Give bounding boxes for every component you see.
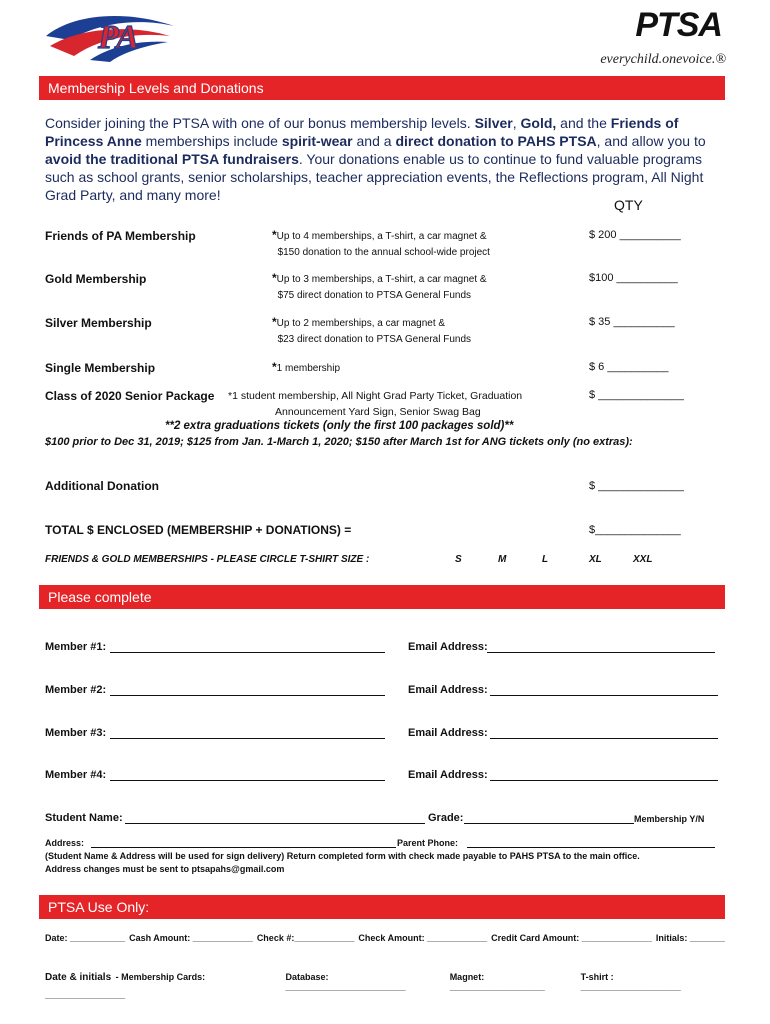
intro-text: . Your donations enable us to continue to fund valuable programs such as school grants, senior scholarships, teacher appreciation events, the Reflections program, All Night Grad Party, and many more! xyxy=(45,151,704,203)
membership-name: Single Membership xyxy=(45,361,156,375)
membership-desc: *1 membership xyxy=(272,360,341,374)
membership-price-field[interactable]: $ 35 __________ xyxy=(589,316,675,328)
use-only-database-field[interactable]: Database: ________________________ xyxy=(285,972,406,992)
membership-yn-label: Membership Y/N xyxy=(634,814,705,824)
email-label: Email Address: xyxy=(408,684,488,696)
use-only-membership-cards-field[interactable]: - Membership Cards: ________________ xyxy=(45,972,206,1000)
ptsa-logo-tagline: everychild.onevoice.® xyxy=(600,52,726,67)
intro-text: Consider joining the PTSA with one of our bonus membership levels. xyxy=(45,115,475,131)
tshirt-size-l[interactable]: L xyxy=(542,554,549,565)
member-input[interactable] xyxy=(110,780,385,781)
use-only-check-number-field[interactable]: Check #:____________ xyxy=(256,933,355,943)
intro-text: and the xyxy=(556,115,611,131)
senior-pricing-note: $100 prior to Dec 31, 2019; $125 from Jan. 1-March 1, 2020; $150 after March 1st for ANG tickets only (no extras): xyxy=(45,436,633,448)
princess-anne-logo xyxy=(40,6,180,64)
ptsa-logo xyxy=(598,8,726,68)
membership-desc: *Up to 3 memberships, a T-shirt, a car magnet & $75 direct donation to PTSA General Funds xyxy=(272,271,487,301)
section-header-membership: Membership Levels and Donations xyxy=(39,76,725,100)
member-label: Member #4: xyxy=(45,769,107,781)
tshirt-size-s[interactable]: S xyxy=(455,554,462,565)
use-only-initials-field[interactable]: Initials: _______ xyxy=(655,933,725,943)
use-only-cash-field[interactable]: Cash Amount: ____________ xyxy=(129,933,253,943)
address-label: Address: xyxy=(45,838,85,848)
use-only-check-amount-field[interactable]: Check Amount: ____________ xyxy=(358,933,488,943)
total-enclosed-label: TOTAL $ ENCLOSED (MEMBERSHIP + DONATIONS) = xyxy=(45,523,352,537)
total-enclosed-field[interactable]: $______________ xyxy=(589,524,681,536)
email-label: Email Address: xyxy=(408,641,488,653)
member-label: Member #2: xyxy=(45,684,107,696)
student-name-label: Student Name: xyxy=(45,812,123,824)
membership-price-field[interactable]: $100 __________ xyxy=(589,272,678,284)
intro-text: memberships include xyxy=(141,133,282,149)
tshirt-size-xl[interactable]: XL xyxy=(589,554,602,565)
grade-label: Grade: xyxy=(428,812,464,824)
member-label: Member #1: xyxy=(45,641,107,653)
use-only-tshirt-field[interactable]: T-shirt : ____________________ xyxy=(580,972,681,992)
senior-extra-tickets: **2 extra graduations tickets (only the first 100 packages sold)** xyxy=(165,420,514,432)
additional-donation-label: Additional Donation xyxy=(45,479,159,493)
address-changes-note: Address changes must be sent to ptsapahs@gmail.com xyxy=(45,864,285,874)
additional-donation-field[interactable]: $ ______________ xyxy=(589,480,684,492)
email-input[interactable] xyxy=(487,652,715,653)
use-only-magnet-field[interactable]: Magnet: ___________________ xyxy=(449,972,545,992)
use-only-row2 xyxy=(45,967,715,1003)
intro-text: , xyxy=(512,115,521,131)
grade-input[interactable] xyxy=(464,823,634,824)
use-only-row1 xyxy=(45,933,725,943)
use-only-date-initials: Date & initials - Membership Cards: ________________ xyxy=(45,972,206,1000)
intro-direct-donation: direct donation to PAHS PTSA xyxy=(395,133,597,149)
membership-price-field[interactable]: $ 6 __________ xyxy=(589,361,669,373)
parent-phone-label: Parent Phone: xyxy=(397,838,459,848)
use-only-date-field[interactable]: Date: ___________ xyxy=(45,933,126,943)
email-input[interactable] xyxy=(490,695,718,696)
intro-silver: Silver xyxy=(474,115,513,131)
qty-label: QTY xyxy=(614,197,643,213)
senior-price-field[interactable]: $ ______________ xyxy=(589,389,684,401)
tshirt-size-label: FRIENDS & GOLD MEMBERSHIPS - PLEASE CIRCLE T-SHIRT SIZE : xyxy=(45,554,370,565)
senior-package-name: Class of 2020 Senior Package xyxy=(45,389,215,403)
email-label: Email Address: xyxy=(408,769,488,781)
membership-price-field[interactable]: $ 200 __________ xyxy=(589,229,681,241)
member-label: Member #3: xyxy=(45,727,107,739)
ptsa-logo-word: PTSA xyxy=(635,6,722,44)
email-label: Email Address: xyxy=(408,727,488,739)
section-header-please-complete: Please complete xyxy=(39,585,725,609)
parent-phone-input[interactable] xyxy=(467,847,715,848)
intro-text: , and allow you to xyxy=(596,133,706,149)
member-input[interactable] xyxy=(110,738,385,739)
email-input[interactable] xyxy=(490,780,718,781)
email-input[interactable] xyxy=(490,738,718,739)
intro-spirit-wear: spirit-wear xyxy=(281,133,353,149)
intro-avoid-fundraisers: avoid the traditional PTSA fundraisers xyxy=(45,151,299,167)
tshirt-size-xxl[interactable]: XXL xyxy=(633,554,653,565)
logo-pa-text: PA xyxy=(98,19,139,56)
intro-paragraph xyxy=(45,114,715,204)
membership-desc: *Up to 4 memberships, a T-shirt, a car magnet & $150 donation to the annual school-wide project xyxy=(272,228,490,258)
membership-name: Gold Membership xyxy=(45,272,147,286)
senior-package-line2: Announcement Yard Sign, Senior Swag Bag xyxy=(275,406,481,418)
sign-delivery-note: (Student Name & Address will be used for sign delivery) Return completed form with check made payable to PAHS PTSA to the main office. xyxy=(45,851,640,861)
intro-friends: Friends of Princess Anne xyxy=(45,115,679,149)
tshirt-size-m[interactable]: M xyxy=(498,554,507,565)
address-input[interactable] xyxy=(91,847,396,848)
senior-package-line1: *1 student membership, All Night Grad Party Ticket, Graduation xyxy=(228,390,523,402)
membership-name: Friends of PA Membership xyxy=(45,229,196,243)
member-input[interactable] xyxy=(110,652,385,653)
student-name-input[interactable] xyxy=(125,823,425,824)
membership-name: Silver Membership xyxy=(45,316,152,330)
intro-text: and a xyxy=(352,133,396,149)
member-input[interactable] xyxy=(110,695,385,696)
use-only-credit-card-field[interactable]: Credit Card Amount: ______________ xyxy=(491,933,652,943)
intro-gold: Gold, xyxy=(520,115,557,131)
membership-desc: *Up to 2 memberships, a car magnet & $23 direct donation to PTSA General Funds xyxy=(272,315,472,345)
section-header-ptsa-use-only: PTSA Use Only: xyxy=(39,895,725,919)
